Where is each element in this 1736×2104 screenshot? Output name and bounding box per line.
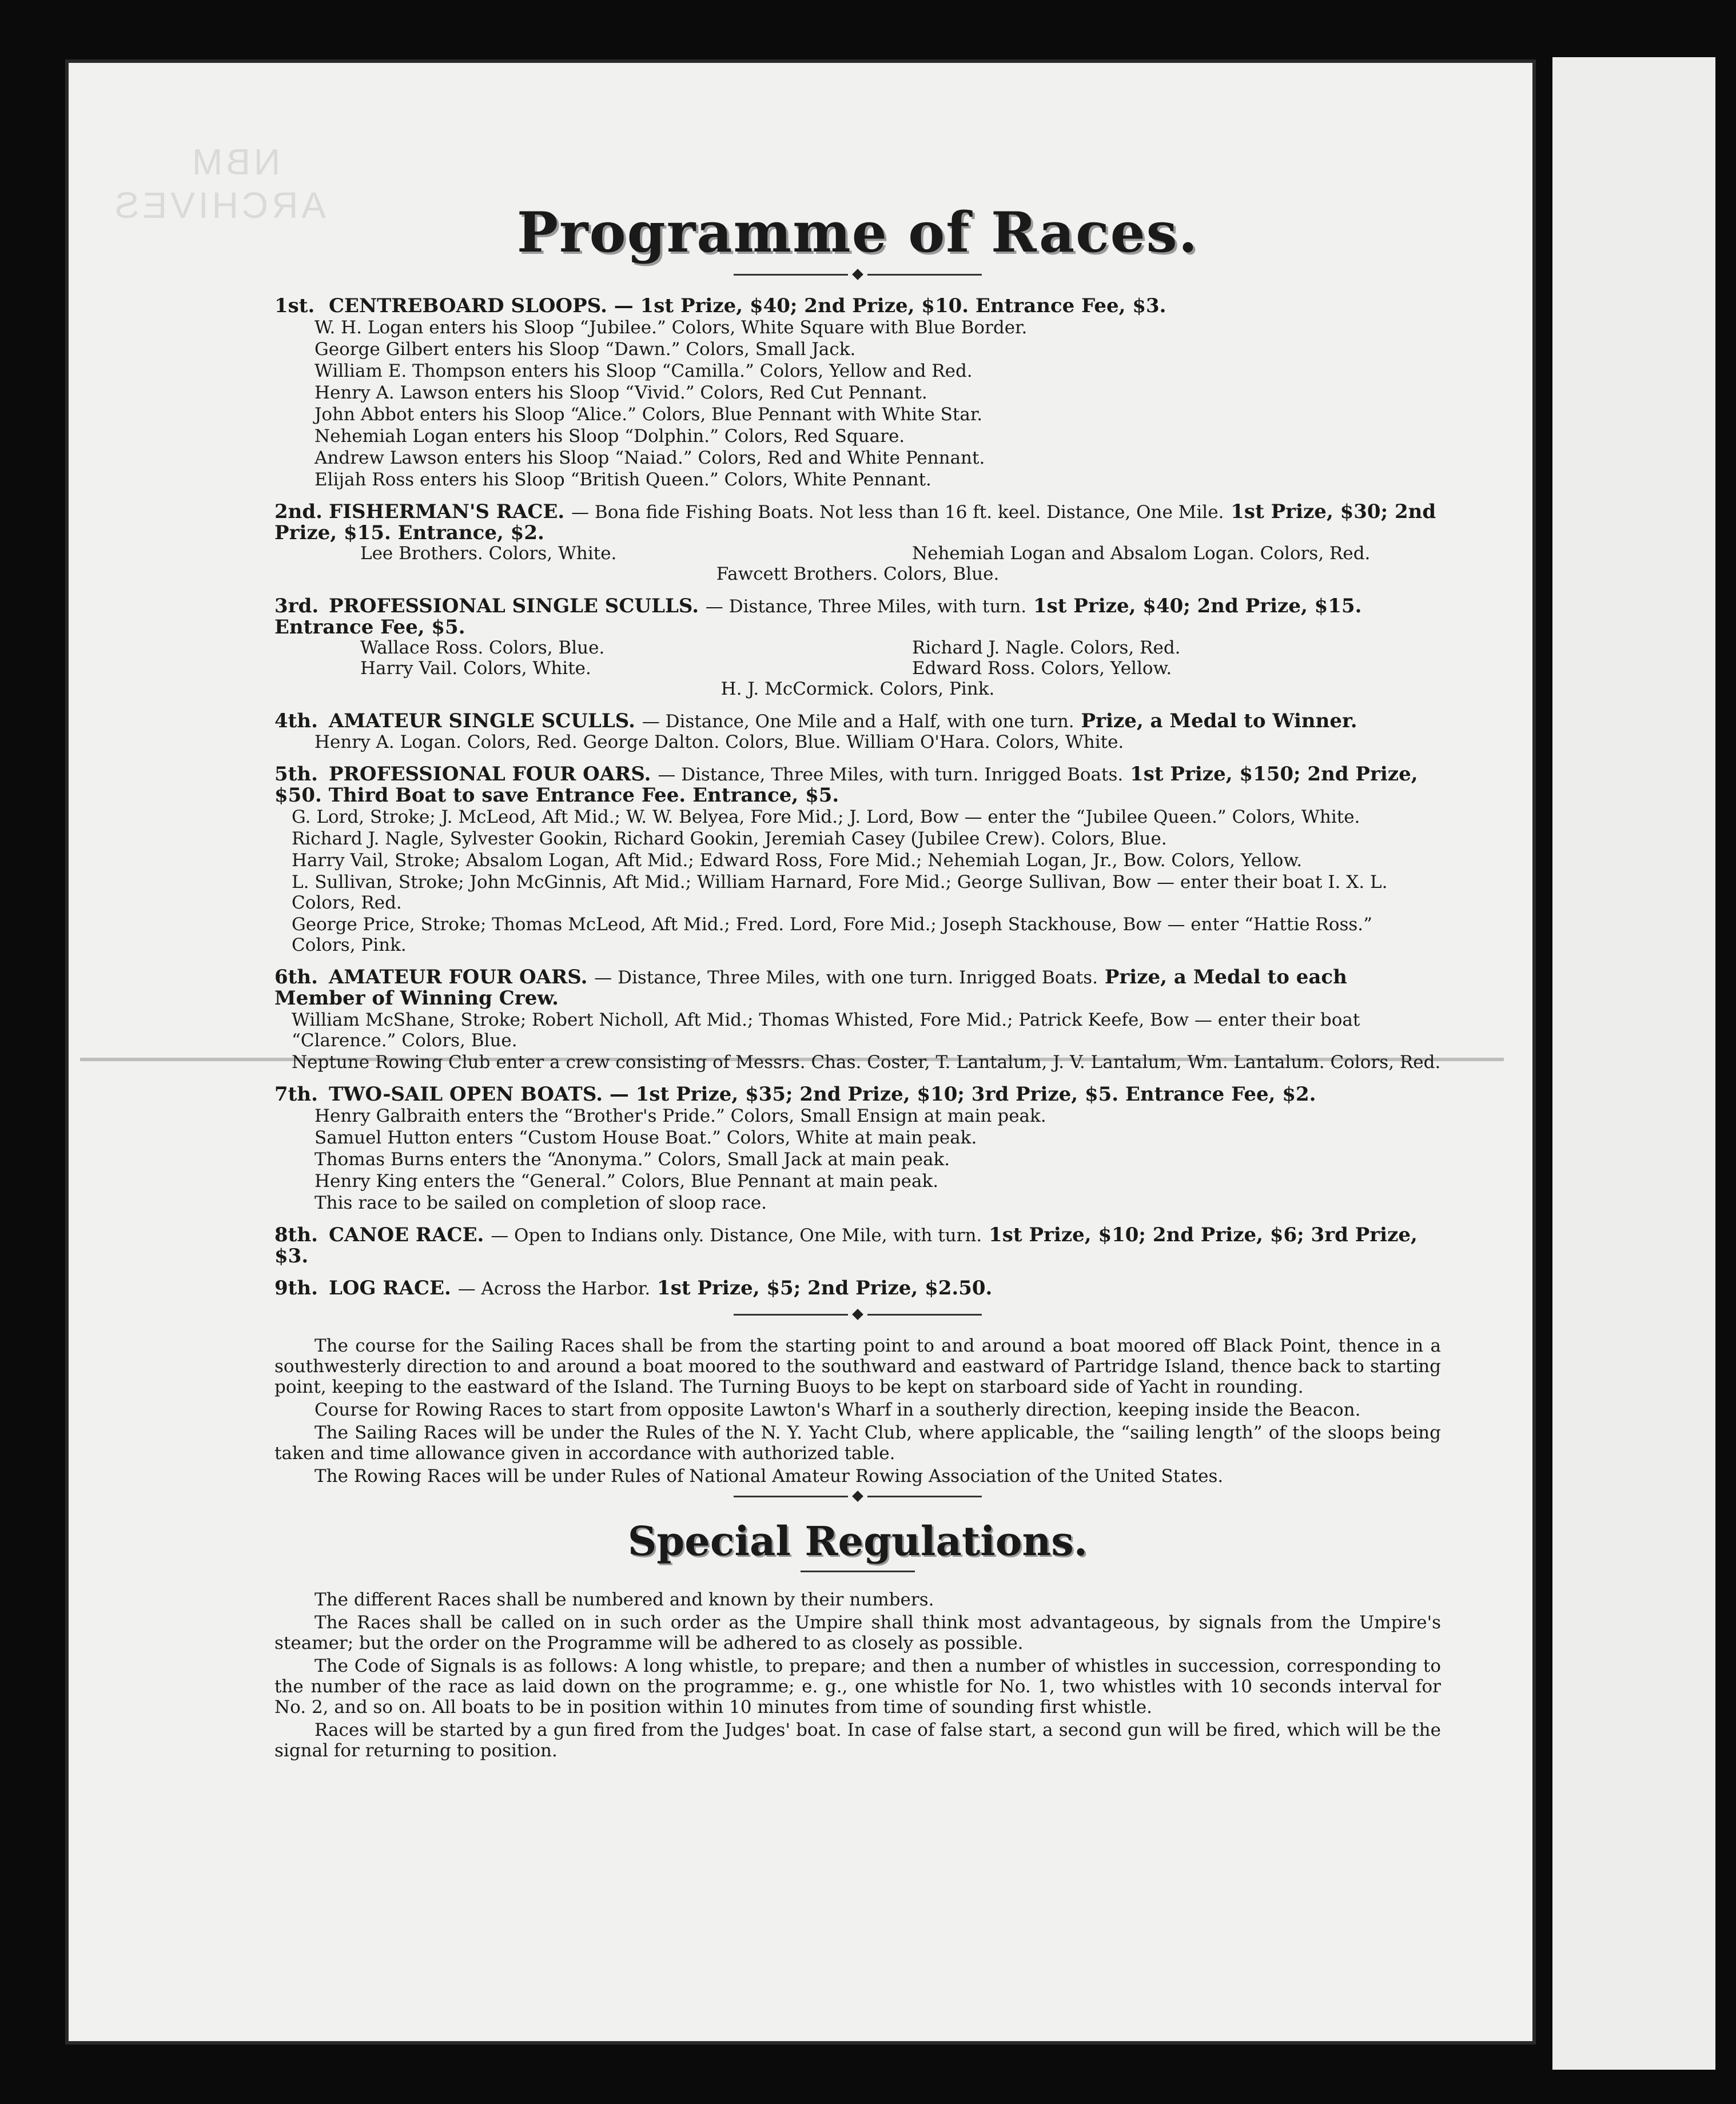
race-name: AMATEUR SINGLE SCULLS. — [329, 710, 635, 732]
race-name: AMATEUR FOUR OARS. — [329, 966, 588, 989]
regulations-title: Special Regulations. — [627, 1517, 1088, 1565]
race-entry: William McShane, Stroke; Robert Nicholl, Aft Mid.; Thomas Whisted, Fore Mid.; Patrick Keefe, Bow — enter their boat “Clarence.” Colors, Blue. — [292, 1010, 1360, 1051]
race-item — [274, 967, 1441, 1073]
race-entry: Nehemiah Logan and Absalom Logan. Colors, Red. — [912, 543, 1371, 564]
race-entry: Richard J. Nagle, Sylvester Gookin, Richard Gookin, Jeremiah Casey (Jubilee Crew). Colors, Blue. — [292, 828, 1167, 849]
race-number: 9th. — [274, 1277, 318, 1300]
subtitle-ornament — [274, 1571, 1441, 1572]
race-number: 4th. — [274, 710, 318, 732]
race-item — [274, 596, 1441, 699]
race-entry: Edward Ross. Colors, Yellow. — [912, 658, 1172, 679]
programme-content — [274, 200, 1441, 1763]
race-entry: Henry King enters the “General.” Colors, Blue Pennant at main peak. — [314, 1171, 939, 1192]
race-name: LOG RACE. — [329, 1277, 451, 1300]
race-item — [274, 1084, 1441, 1213]
race-number: 8th. — [274, 1224, 318, 1246]
race-entry: Henry Galbraith enters the “Brother's Pride.” Colors, Small Ensign at main peak. — [314, 1106, 1046, 1126]
race-item — [274, 764, 1441, 955]
race-prize: Prize, a Medal to each Member of Winning Crew. — [274, 966, 1347, 1010]
race-entry: Elijah Ross enters his Sloop “British Queen.” Colors, White Pennant. — [314, 469, 931, 490]
race-name: CENTREBOARD SLOOPS. — [329, 294, 607, 317]
race-heading — [274, 764, 1441, 806]
race-item — [274, 1225, 1441, 1266]
race-heading — [274, 1225, 1441, 1266]
race-entry: George Price, Stroke; Thomas McLeod, Aft Mid.; Fred. Lord, Fore Mid.; Joseph Stackhouse, Bow — enter “Hattie Ross.” Colors, Pink. — [292, 914, 1373, 955]
regulation-paragraph: The Code of Signals is as follows: A long whistle, to prepare; and then a number of whistles in succession, corresponding to the number of the race as laid down on the programme; e. g., one whistle for No. 1, two whistles with 10 seconds interval for No. 2, and so on. All boats to be in position within 10 minutes from time of sounding first whistle. — [274, 1656, 1441, 1718]
race-entry: Lee Brothers. Colors, White. — [360, 543, 617, 564]
race-entry: John Abbot enters his Sloop “Alice.” Colors, Blue Pennant with White Star. — [314, 404, 983, 425]
section-ornament — [274, 1310, 1441, 1318]
race-entry: Henry A. Lawson enters his Sloop “Vivid.” Colors, Red Cut Pennant. — [314, 382, 927, 403]
race-prize: 1st Prize, $40; 2nd Prize, $15. Entrance Fee, $5. — [274, 595, 1362, 639]
race-entry: Richard J. Nagle. Colors, Red. — [912, 637, 1181, 658]
race-item — [274, 711, 1441, 752]
race-entries-grid — [274, 637, 1441, 679]
race-heading — [274, 501, 1441, 543]
races-list — [274, 296, 1441, 1299]
race-prize: 1st Prize, $5; 2nd Prize, $2.50. — [657, 1277, 993, 1300]
race-entry: G. Lord, Stroke; J. McLeod, Aft Mid.; W. W. Belyea, Fore Mid.; J. Lord, Bow — enter the “Jubilee Queen.” Colors, White. — [292, 807, 1360, 827]
course-paragraph: The Sailing Races will be under the Rules of the N. Y. Yacht Club, where applicable, the “sailing length” of the sloops being taken and time allowance given in accordance with authorized table. — [274, 1422, 1441, 1464]
race-prize: 1st Prize, $10; 2nd Prize, $6; 3rd Prize, $3. — [274, 1224, 1418, 1268]
race-heading — [274, 967, 1441, 1009]
race-prize: 1st Prize, $30; 2nd Prize, $15. Entrance, $2. — [274, 500, 1436, 544]
regulations-paragraphs — [274, 1589, 1441, 1761]
race-entry: Nehemiah Logan enters his Sloop “Dolphin.” Colors, Red Square. — [314, 426, 905, 447]
race-description: — Distance, Three Miles, with turn. — [705, 596, 1027, 617]
race-entry: Neptune Rowing Club enter a crew consisting of Messrs. Chas. Coster, T. Lantalum, J. V. Lantalum, Wm. Lantalum. Colors, Red. — [292, 1052, 1441, 1073]
race-heading — [274, 596, 1441, 637]
course-paragraph: The course for the Sailing Races shall be from the starting point to and around a boat moored off Black Point, thence in a southwesterly direction to and around a boat moored to the southward and eastward of Partridge Island, thence back to starting point, keeping to the eastward of the Island. The Turning Buoys to be kept on starboard side of Yacht in rounding. — [274, 1336, 1441, 1397]
regulation-paragraph: The Races shall be called on in such order as the Umpire shall think most advantageous, by signals from the Umpire's steamer; but the order on the Programme will be adhered to as closely as possible. — [274, 1612, 1441, 1653]
race-prize: — 1st Prize, $40; 2nd Prize, $10. Entrance Fee, $3. — [614, 294, 1166, 317]
race-entries-line: Henry A. Logan. Colors, Red. George Dalton. Colors, Blue. William O'Hara. Colors, White. — [314, 732, 1124, 752]
race-entry: Fawcett Brothers. Colors, Blue. — [716, 564, 1000, 584]
race-entries — [274, 1010, 1441, 1073]
race-entries — [274, 1106, 1441, 1192]
race-name: TWO-SAIL OPEN BOATS. — [329, 1083, 603, 1106]
race-entry: Harry Vail, Stroke; Absalom Logan, Aft Mid.; Edward Ross, Fore Mid.; Nehemiah Logan, Jr., Bow. Colors, Yellow. — [292, 850, 1303, 871]
race-description: — Bona fide Fishing Boats. Not less than 16 ft. keel. Distance, One Mile. — [571, 502, 1224, 523]
race-entry: Wallace Ross. Colors, Blue. — [360, 637, 605, 658]
race-entry: W. H. Logan enters his Sloop “Jubilee.” Colors, White Square with Blue Border. — [314, 317, 1028, 338]
race-prize: — 1st Prize, $35; 2nd Prize, $10; 3rd Prize, $5. Entrance Fee, $2. — [609, 1083, 1316, 1106]
race-name: CANOE RACE. — [329, 1224, 484, 1246]
race-description: — Distance, One Mile and a Half, with one turn. — [642, 711, 1074, 732]
race-description: — Across the Harbor. — [457, 1278, 651, 1299]
race-note: This race to be sailed on completion of sloop race. — [314, 1193, 767, 1213]
race-number: 6th. — [274, 966, 318, 989]
race-heading — [274, 711, 1441, 732]
race-number: 2nd. — [274, 500, 322, 523]
race-number: 5th. — [274, 763, 318, 786]
race-heading — [274, 1084, 1441, 1105]
race-entry: H. J. McCormick. Colors, Pink. — [720, 679, 995, 699]
race-heading — [274, 296, 1441, 316]
race-entry: L. Sullivan, Stroke; John McGinnis, Aft Mid.; William Harnard, Fore Mid.; George Sullivan, Bow — enter their boat I. X. L. Colors, Red. — [292, 872, 1388, 913]
race-prize: Prize, a Medal to Winner. — [1081, 710, 1357, 732]
race-number: 7th. — [274, 1083, 318, 1106]
adjacent-page-edge — [1552, 57, 1715, 2070]
race-description: — Distance, Three Miles, with turn. Inrigged Boats. — [658, 764, 1124, 785]
race-description: — Distance, Three Miles, with one turn. Inrigged Boats. — [594, 967, 1098, 988]
race-number: 3rd. — [274, 595, 319, 617]
race-entries — [274, 807, 1441, 955]
regulation-paragraph: Races will be started by a gun fired from the Judges' boat. In case of false start, a second gun will be fired, which will be the signal for returning to position. — [274, 1720, 1441, 1761]
race-name: FISHERMAN'S RACE. — [329, 500, 565, 523]
regulation-paragraph: The different Races shall be numbered and known by their numbers. — [314, 1589, 934, 1610]
course-paragraph: The Rowing Races will be under Rules of National Amateur Rowing Association of the United States. — [314, 1466, 1224, 1487]
race-entries-grid — [274, 543, 1441, 564]
section-ornament-2 — [274, 1492, 1441, 1500]
race-entries — [274, 317, 1441, 490]
race-name: PROFESSIONAL FOUR OARS. — [329, 763, 651, 786]
race-entry: Andrew Lawson enters his Sloop “Naiad.” Colors, Red and White Pennant. — [314, 448, 985, 468]
page-title: Programme of Races. — [516, 200, 1199, 265]
archive-stamp: NBM ARCHIVES — [111, 141, 326, 226]
course-paragraph: Course for Rowing Races to start from opposite Lawton's Wharf in a southerly direction, keeping inside the Beacon. — [314, 1400, 1361, 1420]
course-paragraphs — [274, 1336, 1441, 1487]
race-entry: Thomas Burns enters the “Anonyma.” Colors, Small Jack at main peak. — [314, 1149, 950, 1170]
race-number: 1st. — [274, 294, 315, 317]
race-entry: Samuel Hutton enters “Custom House Boat.” Colors, White at main peak. — [314, 1127, 977, 1148]
title-ornament — [274, 270, 1441, 278]
race-name: PROFESSIONAL SINGLE SCULLS. — [329, 595, 699, 617]
race-item — [274, 501, 1441, 584]
race-description: — Open to Indians only. Distance, One Mile, with turn. — [491, 1225, 982, 1246]
race-entry: George Gilbert enters his Sloop “Dawn.” Colors, Small Jack. — [314, 339, 856, 360]
race-heading — [274, 1278, 1441, 1299]
race-item — [274, 1278, 1441, 1299]
race-prize: 1st Prize, $150; 2nd Prize, $50. Third Boat to save Entrance Fee. Entrance, $5. — [274, 763, 1418, 807]
race-entry: William E. Thompson enters his Sloop “Camilla.” Colors, Yellow and Red. — [314, 361, 973, 381]
race-item — [274, 296, 1441, 490]
race-entry: Harry Vail. Colors, White. — [360, 658, 591, 679]
